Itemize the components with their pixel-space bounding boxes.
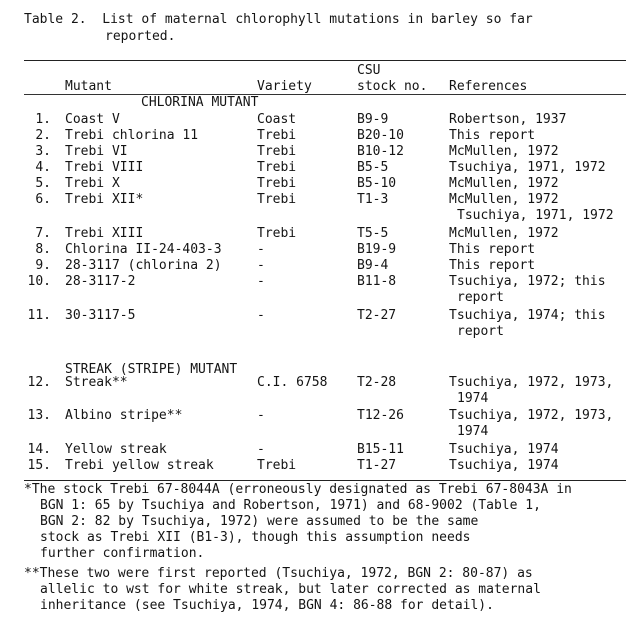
row-mutant: Trebi VIII	[65, 160, 144, 175]
row-stock-no: B11-8	[357, 274, 397, 289]
row-stock-no: T1-3	[357, 192, 389, 207]
row-variety: Trebi	[257, 128, 297, 143]
row-variety: C.I. 6758	[257, 375, 328, 390]
header-csu: CSU	[357, 63, 381, 78]
footnote-2-line1: **These two were first reported (Tsuchiya, 1972, BGN 2: 80-87) as	[24, 566, 533, 581]
row-mutant: Streak**	[65, 375, 128, 390]
row-reference: This report	[449, 242, 536, 257]
footnote-1-line5: further confirmation.	[40, 546, 205, 561]
row-reference: This report	[449, 128, 536, 143]
row-variety: -	[257, 408, 265, 423]
row-stock-no: T1-27	[357, 458, 397, 473]
header-mutant: Mutant	[65, 79, 112, 94]
row-number: 8.	[35, 242, 51, 257]
row-variety: -	[257, 442, 265, 457]
row-mutant: Chlorina II-24-403-3	[65, 242, 222, 257]
row-reference: Robertson, 1937	[449, 112, 567, 127]
row-stock-no: B9-9	[357, 112, 389, 127]
row-reference-continued: 1974	[457, 391, 489, 406]
table-caption-line1: Table 2. List of maternal chlorophyll mutations in barley so far	[24, 12, 533, 27]
row-stock-no: B20-10	[357, 128, 404, 143]
row-stock-no: B15-11	[357, 442, 404, 457]
row-number: 7.	[35, 226, 51, 241]
bottom-rule	[24, 480, 626, 481]
row-number: 15.	[27, 458, 51, 473]
footnote-1-line1: *The stock Trebi 67-8044A (erroneously designated as Trebi 67-8043A in	[24, 482, 572, 497]
header-references: References	[449, 79, 528, 94]
row-stock-no: B9-4	[357, 258, 389, 273]
row-number: 3.	[35, 144, 51, 159]
row-number: 5.	[35, 176, 51, 191]
row-variety: Coast	[257, 112, 297, 127]
row-variety: Trebi	[257, 176, 297, 191]
row-number: 4.	[35, 160, 51, 175]
row-reference-continued: Tsuchiya, 1971, 1972	[457, 208, 614, 223]
footnote-1-line4: stock as Trebi XII (B1-3), though this assumption needs	[40, 530, 471, 545]
row-variety: Trebi	[257, 144, 297, 159]
row-variety: -	[257, 242, 265, 257]
row-stock-no: T5-5	[357, 226, 389, 241]
row-number: 6.	[35, 192, 51, 207]
row-reference: McMullen, 1972	[449, 192, 559, 207]
row-mutant: Albino stripe**	[65, 408, 183, 423]
row-reference: McMullen, 1972	[449, 144, 559, 159]
row-mutant: Yellow streak	[65, 442, 167, 457]
header-rule	[24, 94, 626, 95]
row-mutant: Trebi chlorina 11	[65, 128, 199, 143]
row-reference: McMullen, 1972	[449, 176, 559, 191]
row-reference: Tsuchiya, 1971, 1972	[449, 160, 606, 175]
row-number: 12.	[27, 375, 51, 390]
row-reference: McMullen, 1972	[449, 226, 559, 241]
row-stock-no: B10-12	[357, 144, 404, 159]
top-rule	[24, 60, 626, 61]
row-mutant: Trebi XII*	[65, 192, 144, 207]
footnote-2-line2: allelic to wst for white streak, but later corrected as maternal	[40, 582, 541, 597]
row-reference: Tsuchiya, 1974	[449, 442, 559, 457]
row-reference-continued: 1974	[457, 424, 489, 439]
row-mutant: Trebi yellow streak	[65, 458, 214, 473]
table-caption-line2: reported.	[105, 29, 176, 44]
row-reference: Tsuchiya, 1972, 1973,	[449, 408, 614, 423]
section-chlorina: CHLORINA MUTANT	[141, 95, 259, 110]
row-number: 11.	[27, 308, 51, 323]
row-stock-no: B5-10	[357, 176, 397, 191]
row-reference: This report	[449, 258, 536, 273]
row-reference: Tsuchiya, 1974	[449, 458, 559, 473]
header-stock-no: stock no.	[357, 79, 428, 94]
row-stock-no: T2-28	[357, 375, 397, 390]
row-stock-no: T2-27	[357, 308, 397, 323]
row-variety: Trebi	[257, 226, 297, 241]
row-variety: Trebi	[257, 160, 297, 175]
row-reference: Tsuchiya, 1972, 1973,	[449, 375, 614, 390]
row-mutant: 28-3117 (chlorina 2)	[65, 258, 222, 273]
row-mutant: Trebi VI	[65, 144, 128, 159]
footnote-1-line2: BGN 1: 65 by Tsuchiya and Robertson, 1971) and 68-9002 (Table 1,	[40, 498, 541, 513]
row-reference: Tsuchiya, 1974; this	[449, 308, 606, 323]
footnote-2-line3: inheritance (see Tsuchiya, 1974, BGN 4: 86-88 for detail).	[40, 598, 494, 613]
footnote-1-line3: BGN 2: 82 by Tsuchiya, 1972) were assumed to be the same	[40, 514, 479, 529]
row-mutant: 28-3117-2	[65, 274, 136, 289]
header-variety: Variety	[257, 79, 312, 94]
row-variety: Trebi	[257, 458, 297, 473]
row-mutant: Trebi X	[65, 176, 120, 191]
row-stock-no: B5-5	[357, 160, 389, 175]
row-variety: Trebi	[257, 192, 297, 207]
row-mutant: Coast V	[65, 112, 120, 127]
row-stock-no: T12-26	[357, 408, 404, 423]
row-variety: -	[257, 274, 265, 289]
row-mutant: 30-3117-5	[65, 308, 136, 323]
row-stock-no: B19-9	[357, 242, 397, 257]
row-variety: -	[257, 308, 265, 323]
row-number: 1.	[35, 112, 51, 127]
row-reference-continued: report	[457, 290, 504, 305]
row-number: 14.	[27, 442, 51, 457]
row-reference-continued: report	[457, 324, 504, 339]
row-number: 10.	[27, 274, 51, 289]
row-number: 9.	[35, 258, 51, 273]
row-variety: -	[257, 258, 265, 273]
row-number: 2.	[35, 128, 51, 143]
row-mutant: Trebi XIII	[65, 226, 144, 241]
row-number: 13.	[27, 408, 51, 423]
section-streak: STREAK (STRIPE) MUTANT	[65, 362, 238, 377]
row-reference: Tsuchiya, 1972; this	[449, 274, 606, 289]
